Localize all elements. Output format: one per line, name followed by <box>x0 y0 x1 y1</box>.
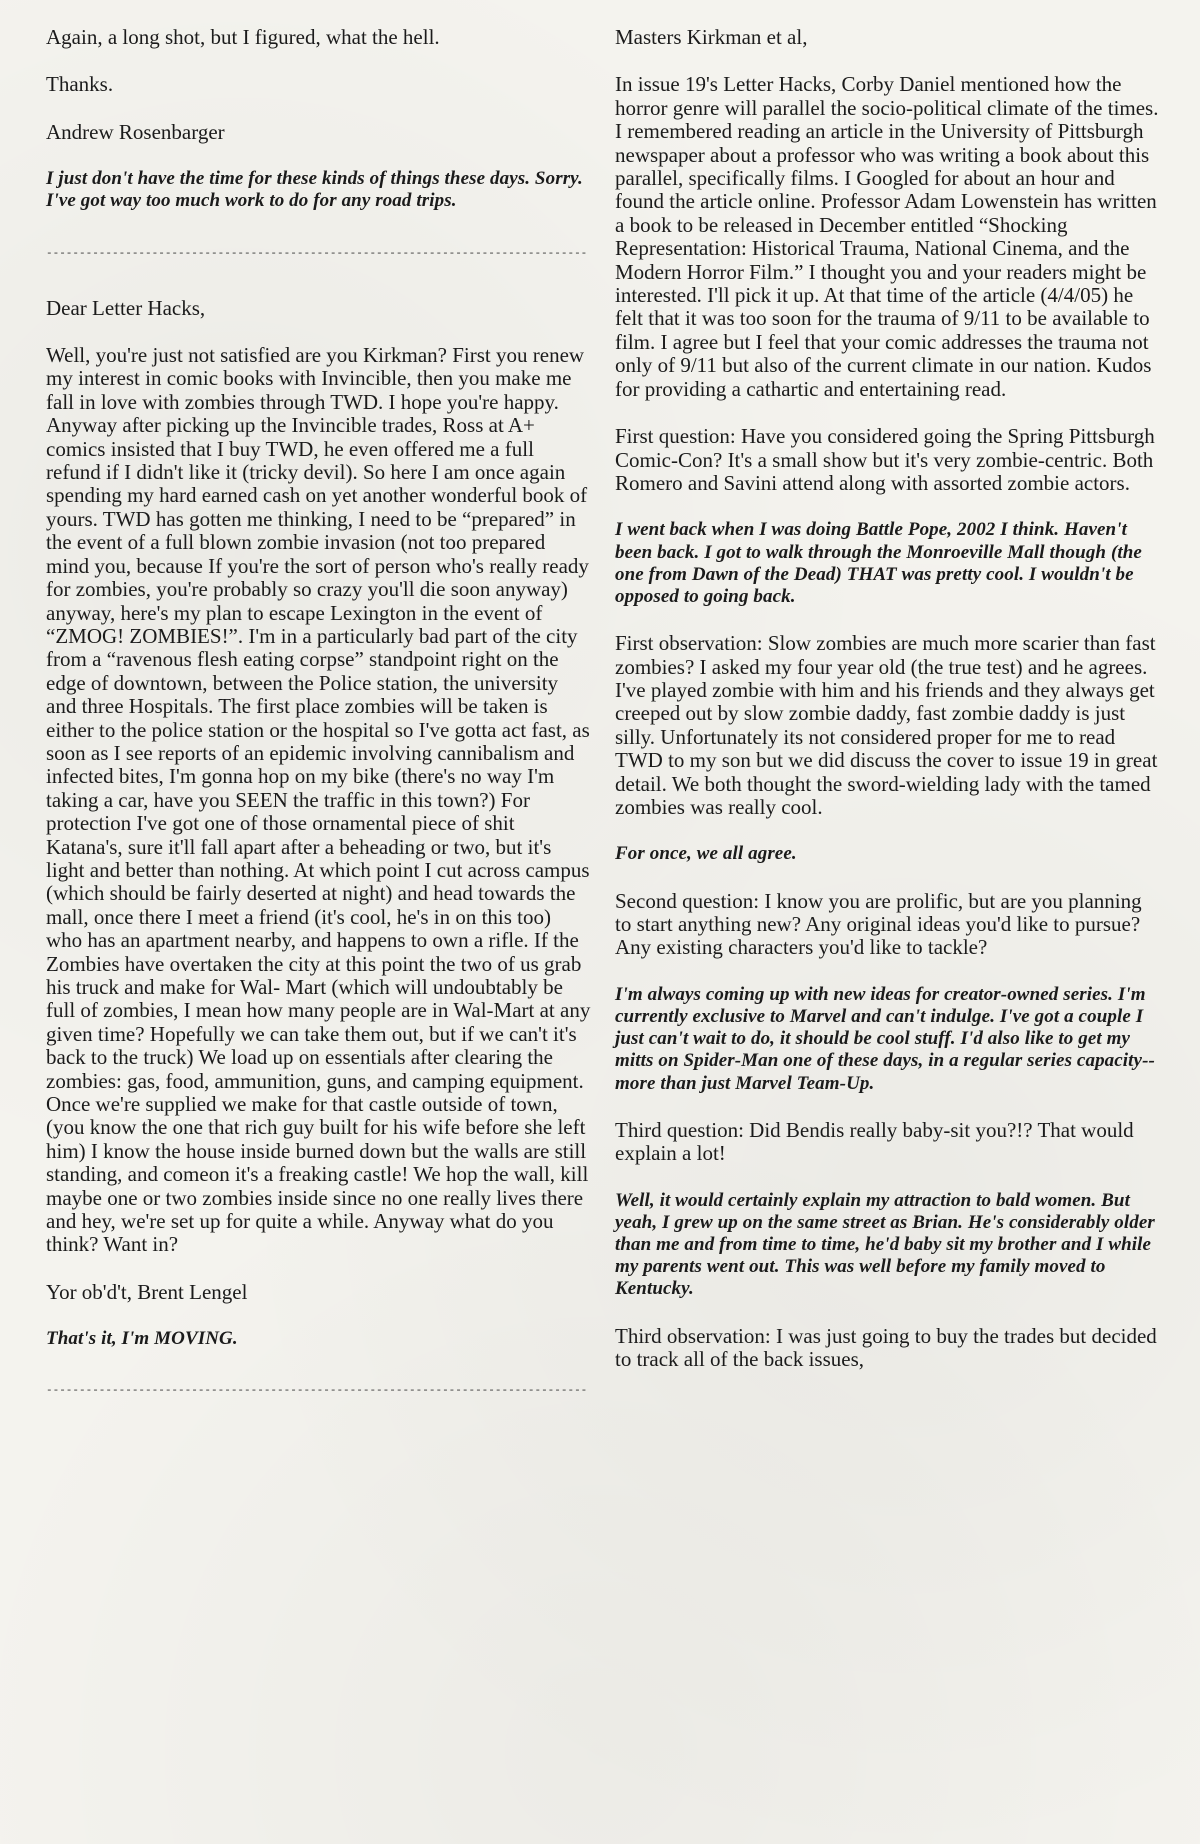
editor-reply: I went back when I was doing Battle Pope, 2002 I think. Haven't been back. I got to walk through the Monroeville Mall though (the one from Dawn of the Dead) THAT was pretty cool. I wouldn't be opposed to going back. <box>615 519 1142 607</box>
section-divider: ---------------------------------------------------------------------------------- <box>46 1385 588 1398</box>
letter-signature: Andrew Rosenbarger <box>46 119 225 144</box>
letter-salutation: Masters Kirkman et al, <box>615 25 808 49</box>
letter-question: Third question: Did Bendis really baby-sit you?!? That would explain a lot! <box>615 1117 1134 1166</box>
letter-salutation: Dear Letter Hacks, <box>46 295 206 320</box>
right-column <box>615 26 1160 1395</box>
editor-reply: For once, we all agree. <box>615 843 797 865</box>
left-column <box>46 26 591 1434</box>
editor-reply: Well, it would certainly explain my attraction to bald women. But yeah, I grew up on the same street as Brian. He's considerably older than me and from time to time, he'd baby sit my brother and I while my parents went out. This was well before my family moved to Kentucky. <box>615 1189 1155 1300</box>
letter-observation: First observation: Slow zombies are much more scarier than fast zombies? I asked my four year old (the true test) and he agrees. I've played zombie with him and his friends and they always get creeped out by slow zombie daddy, fast zombie daddy is just silly. Unfortunately its not considered proper for me to read TWD to my son but we did discuss the cover to issue 19 in great detail. We both thought the sword-wielding lady with the tamed zombies was really cool. <box>615 631 1158 819</box>
letter-body: In issue 19's Letter Hacks, Corby Daniel mentioned how the horror genre will parallel the socio-political climate of the times. I remembered reading an article in the University of Pittsburgh newspaper about a professor who was writing a book about this parallel, specifically films. I Googled for about an hour and found the article online. Professor Adam Lowenstein has written a book to be released in December entitled “Shocking Representation: Historical Trauma, National Cinema, and the Modern Horror Film.” I thought you and your readers might be interested. I'll pick it up. At that time of the article (4/4/05) he felt that it was too soon for the trauma of 9/11 to be available to film. I agree but I feel that your comic addresses the trauma not only of 9/11 but also of the current climate in our nation. Kudos for providing a cathartic and entertaining read. <box>615 72 1159 401</box>
letter-signature: Yor ob'd't, Brent Lengel <box>46 1279 248 1304</box>
editor-reply: That's it, I'm MOVING. <box>46 1328 238 1350</box>
letter-question: Second question: I know you are prolific, but are you planning to start anything new? Any original ideas you'd like to pursue? Any existing characters you'd like to tackle? <box>615 888 1142 960</box>
letter-question: First question: Have you considered going the Spring Pittsburgh Comic-Con? It's a small show but it's very zombie-centric. Both Romero and Savini attend along with assorted zombie actors. <box>615 424 1155 495</box>
letter-body: Well, you're just not satisfied are you Kirkman? First you renew my interest in comic books with Invincible, then you make me fall in love with zombies through TWD. I hope you're happy. Anyway after picking up the Invincible trades, Ross at A+ comics insisted that I buy TWD, he even offered me a full refund if I didn't like it (tricky devil). So here I am once again spending my hard earned cash on yet another wonderful book of yours. TWD has gotten me thinking, I need to be “prepared” in the event of a full blown zombie invasion (not too prepared mind you, because If you're the sort of person who's really ready for zombies, you're probably so crazy you'll die soon anyway) anyway, here's my plan to escape Lexington in the event of “ZMOG! ZOMBIES!”. I'm in a particularly bad part of the city from a “ravenous flesh eating corpse” standpoint right on the edge of downtown, between the Police station, the university and three Hospitals. The first place zombies will be taken is either to the police station or the hospital so I've gotta act fast, as soon as I see reports of an epidemic involving cannibalism and infected bites, I'm gonna hop on my bike (there's no way I'm taking a car, have you SEEN the traffic in this town?) For protection I've got one of those ornamental piece of shit Katana's, sure it'll fall apart after a beheading or two, but it's light and better than nothing. At which point I cut across campus (which should be fairly deserted at night) and head towards the mall, once there I meet a friend (it's cool, he's in on this too) who has an apartment nearby, and happens to own a rifle. If the Zombies have overtaken the city at this point the two of us grab his truck and make for Wal- Mart (which will undoubtably be full of zombies, I mean how many people are in Wal-Mart at any given time? Hopefully we can take them out, but if we can't it's back to the truck) We load up on essentials after clearing the zombies: gas, food, ammunition, guns, and camping equipment. Once we're supplied we make for that castle outside of town, (you know the one that rich guy built for his wife before she left him) I know the house inside burned down but the walls are still standing, and comeon it's a freaking castle! We hop the wall, kill maybe one or two zombies inside since no one really lives there and hey, we're set up for quite a while. Anyway what do you think? Want in? <box>46 343 591 1257</box>
letter-thanks: Thanks. <box>46 72 114 97</box>
letter-observation: Third observation: I was just going to buy the trades but decided to track all of the back issues, <box>615 1323 1157 1372</box>
editor-reply: I'm always coming up with new ideas for creator-owned series. I'm currently exclusive to Marvel and can't indulge. I've got a couple I just can't wait to do, it should be cool stuff. I'd also like to get my mitts on Spider-Man one of these days, in a regular series capacity-- more than just Marvel Team-Up. <box>615 983 1155 1094</box>
editor-reply: I just don't have the time for these kinds of things these days. Sorry. I've got way too much work to do for any road trips. <box>46 168 583 212</box>
section-divider: ---------------------------------------------------------------------------------- <box>46 247 588 260</box>
letter-closing-line: Again, a long shot, but I figured, what the hell. <box>46 25 440 49</box>
